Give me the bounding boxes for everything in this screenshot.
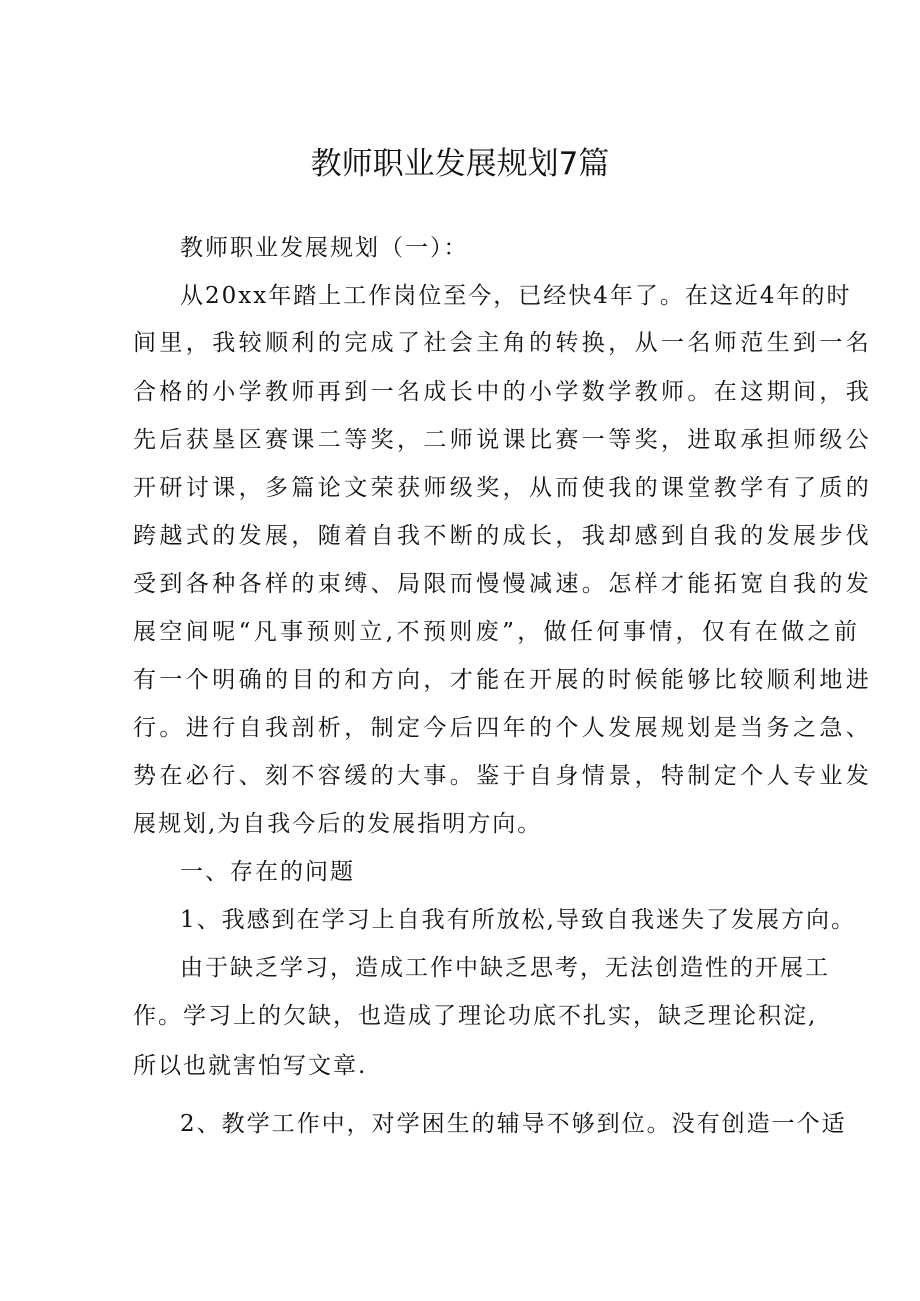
paragraph-line: 势在必行、刻不容缓的大事。鉴于自身情景，特制定个人专业发 xyxy=(133,763,873,789)
paragraph-line: 开研讨课，多篇论文荣获师级奖，从而使我的课堂教学有了质的 xyxy=(133,475,873,501)
paragraph-line: 跨越式的发展，随着自我不断的成长，我却感到自我的发展步伐 xyxy=(133,523,873,549)
paragraph-line: 有一个明确的目的和方向，才能在开展的时候能够比较顺利地进 xyxy=(133,667,873,693)
paragraph-line: 展空间呢“凡事预则立,不预则废”，做任何事情，仅有在做之前 xyxy=(133,619,861,645)
list-item: 1、我感到在学习上自我有所放松,导致自我迷失了发展方向。 xyxy=(180,907,856,933)
paragraph-line: 合格的小学教师再到一名成长中的小学数学教师。在这期间，我 xyxy=(133,379,873,405)
list-item: 2、教学工作中，对学困生的辅导不够到位。没有创造一个适 xyxy=(180,1111,847,1137)
paragraph-line: 由于缺乏学习，造成工作中缺乏思考，无法创造性的开展工 xyxy=(180,955,830,981)
paragraph-line: 先后获垦区赛课二等奖，二师说课比赛一等奖，进取承担师级公 xyxy=(133,427,873,453)
paragraph-line: 间里，我较顺利的完成了社会主角的转换，从一名师范生到一名 xyxy=(133,330,873,356)
paragraph-line: 所以也就害怕写文章. xyxy=(133,1053,368,1079)
paragraph-line: 展规划,为自我今后的发展指明方向。 xyxy=(133,811,543,837)
paragraph-line: 受到各种各样的束缚、局限而慢慢减速。怎样才能拓宽自我的发 xyxy=(133,571,873,597)
paragraph-line: 从20xx年踏上工作岗位至今，已经快4年了。在这近4年的时 xyxy=(180,283,852,309)
document-title: 教师职业发展规划7篇 xyxy=(310,146,610,182)
section-heading: 教师职业发展规划（一）： xyxy=(180,235,469,261)
paragraph-line: 作。学习上的欠缺，也造成了理论功底不扎实，缺乏理论积淀, xyxy=(133,1003,818,1029)
paragraph-line: 行。进行自我剖析，制定今后四年的个人发展规划是当务之急、 xyxy=(133,715,873,741)
section-heading: 一、存在的问题 xyxy=(180,859,355,885)
